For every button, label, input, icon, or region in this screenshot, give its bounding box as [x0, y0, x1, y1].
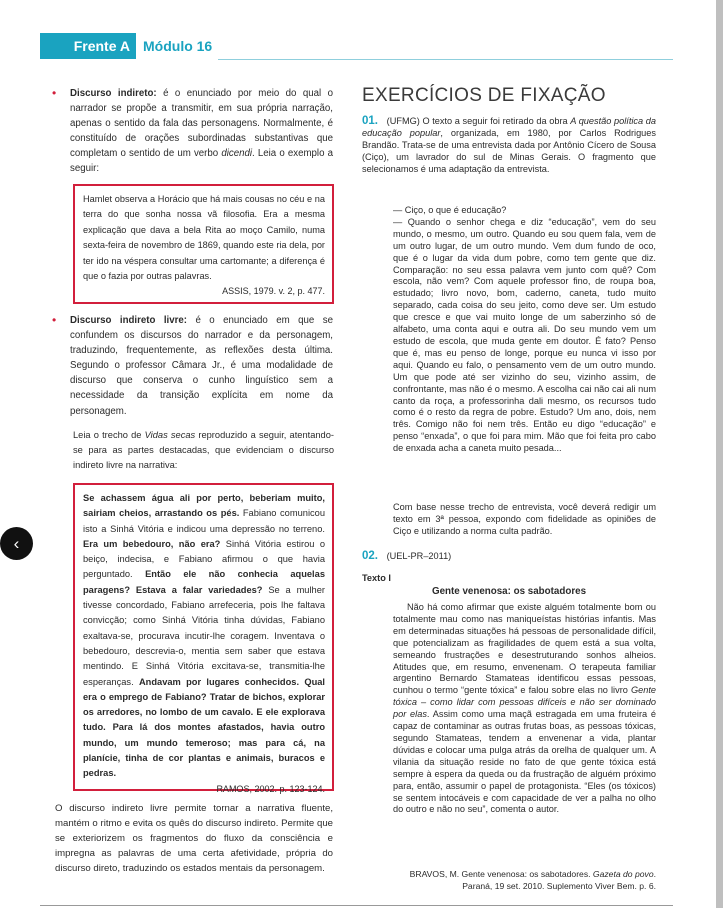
- highlighted-fragment: Se achassem água ali por perto, beberiam muito, sairiam cheios, arrastando os pés.: [83, 493, 325, 519]
- ref-italic: Gazeta do povo: [592, 869, 654, 879]
- quote-source: RAMOS, 2002. p. 123-124.: [216, 783, 325, 794]
- exercise-01-task: Com base nesse trecho de entrevista, você deverá redigir um texto em 3ª pessoa, expondo com fidelidade as opiniões de Ciço e utilizando a norma culta padrão.: [393, 502, 656, 536]
- body-text: (UFMG) O texto a seguir foi retirado da obra: [386, 116, 571, 126]
- body-text: reproduzido a seguir, atentando-se para as partes destacadas, que evidenciam o discurso indireto livre na narrativa:: [73, 430, 334, 471]
- exercise-02: [362, 551, 656, 563]
- closing-paragraph: O discurso indireto livre permite tornar a narrativa fluente, mantém o ritmo e evita os quês do discurso indireto. Permite que se exteriorizem os fragmentos do fluxo da consciência e impregna as palavras de uma certa afetividade, própria do discurso direto, traduzindo os estados mentais da personagem.: [55, 803, 333, 875]
- ref-text: Paraná, 19 set. 2010. Suplemento Viver Bem. p. 6.: [462, 880, 656, 891]
- texto-label: [362, 573, 656, 585]
- narrative-fragment: Fabiano comunicou isto a Sinhá Vitória e indicou uma depressão no terreno.: [83, 508, 325, 534]
- highlighted-fragment: Era um bebedouro, não era?: [83, 538, 221, 549]
- texto-body: [393, 602, 656, 816]
- ref-text: .: [653, 869, 656, 879]
- ref-text: BRAVOS, M. Gente venenosa: os sabotadores.: [409, 869, 593, 879]
- quote-box-assis: [73, 184, 334, 304]
- quote-text: [83, 491, 325, 782]
- body-text: é o enunciado por meio do qual o narrador se propõe a transmitir, em sua própria narração, apenas o sentido da fala das personagens. Normalmente, é constituído de orações subordinadas substantivas que completam o sentido de um verbo: [70, 88, 333, 160]
- footer-rule: [40, 905, 673, 906]
- module-header: [40, 33, 218, 59]
- italic-title: A questão política da educação popular: [362, 116, 657, 138]
- side-strip: [716, 0, 723, 908]
- quote-source: ASSIS, 1979. v. 2, p. 477.: [222, 286, 325, 297]
- bullet-dot: •: [52, 313, 57, 327]
- dialogue-line: — Ciço, o que é educação?: [393, 205, 507, 215]
- texto-label-text: Texto I: [362, 573, 391, 583]
- body-text: é o enunciado em que se confundem os discursos do narrador e da personagem, traduzindo, frequentemente, as reflexões desta última. Segundo o professor Câmara Jr., é uma modalidade de discurso que conserva o cunho linguístico sem a necessidade da transição explícita em nome da personagem.: [70, 315, 333, 417]
- term: Discurso indireto:: [70, 88, 157, 99]
- term: Discurso indireto livre:: [70, 315, 188, 326]
- italic-title: Gente tóxica – como lidar com pessoas difíceis e não ser dominado por elas: [393, 685, 656, 720]
- italic-term: dicendi: [221, 148, 253, 160]
- chevron-left-icon[interactable]: [0, 527, 33, 560]
- bullet-discurso-indireto-livre: [52, 313, 333, 419]
- body-text: Leia o trecho de: [73, 430, 145, 440]
- texto-title: Gente venenosa: os sabotadores: [431, 586, 587, 597]
- header-rule: [218, 59, 673, 60]
- narrative-fragment: Sinhá Vitória estirou o beiço, indecisa, e Fabiano afirmou o que havia perguntado.: [83, 538, 325, 580]
- back-glyph: ‹: [13, 533, 20, 553]
- quote-text: Hamlet observa a Horácio que há mais cousas no céu e na terra do que sonha nossa vã filosofia. Era a mesma explicação que dava a bela Rita ao moço Camilo, numa sexta-feira de novembro de 1869, quando este ria dela, por ter ido na véspera consultar uma cartomante; a diferença é que o fazia por outras palavras.: [83, 194, 325, 282]
- italic-title: Vidas secas: [144, 430, 196, 440]
- body-text: , organizada, em 1980, por Carlos Rodrigues Brandão. Trata-se de uma entrevista dada por Antônio Cícero de Sousa (Ciço), um lavrador do sul de Minas Gerais. O fragmento que selecionamos é uma adaptação da entrevista.: [362, 127, 656, 174]
- exercise-01: [362, 116, 656, 176]
- body-text: . Assim como uma maçã estragada em uma fruteira é capaz de contaminar as outras frutas boas, as pessoas tóxicas, segundo Stamateas, tendem a envenenar a vida, plantar dúvidas e colocar uma pulga atrás da orelha de qualquer um. A vilania da situação reside no fato de que gente tóxica está sempre à espera da queda ou da frustração de alguém próximo para, então, assumir o papel de protagonista. “Eles (os tóxicos) se sentem intocáveis e com capacidade de ver a palha no olho do outro e não no seu”, comenta o autor.: [393, 709, 656, 815]
- texto-reference: [393, 869, 656, 893]
- bullet-discurso-indireto: [52, 86, 333, 177]
- modulo-label: Módulo 16: [143, 38, 213, 54]
- dialogue-line: — Quando o senhor chega e diz “educação”, vem do seu mundo, o mesmo, um outro. Quando eu sou quem fala, vem de um outro lugar, de um outro mundo. Vem dum fundo de oco, que é o lugar da vida dum pobre, como tem gente que diz. Comparação: no seu essa palavra vem junto com quê? Com escola, não vem? Com aquele professor fino, de roupa boa, estudado; livro novo, bom, caderno, caneta, tudo muito separado, cada coisa do seu jeito, como deve ser. Um estudo que cresce e que vai muito longe de um saberzinho só de alfabeto, uma conta aqui e outra ali. Do seu mundo vem um estudo de escola, que muda gente em doutor. É fato? Penso que é, mas eu penso de longe, porque eu nunca vi isso por aqui. Quando eu falo, o pensamento vem de um outro mundo. Um que pode até ser vizinho do seu, vizinho assim, de confrontante, mas não é o mesmo. A escolha cai não cai ali num canto da roça, a professorinha dali mesmo, os recursos tudo como é o resto da regra de pobre. Estudo? Um ano, dois, nem três. Comigo não foi nem três. Então eu digo “educação” e penso “enxada”, o que foi para mim. Mão que foi feita pro cabo de enxada acha a caneta muito pesada...: [393, 216, 656, 454]
- intro-paragraph: [73, 428, 334, 473]
- exercise-number: 02.: [362, 550, 378, 562]
- body-text: Não há como afirmar que existe alguém totalmente bom ou totalmente mau como nas maniqueístas histórias infantis. Mas em determinadas situações há pessoas de personalidade difícil, que potencializam as fragilidades de quem está a sua volta, semeando frustrações e desestruturando sonhos alheios. Atitudes que, em resumo, envenenam. O terapeuta familiar argentino Bernardo Stamateas identificou essas pessoas, cunhou o termo “gente tóxica” e falou sobre elas no livro: [393, 602, 656, 696]
- interview-dialogue: [393, 205, 656, 455]
- narrative-fragment: Se a mulher tivesse concordado, Fabiano arrefeceria, pois lhe faltava convicção; como Sinhá Vitória tinha dúvidas, Fabiano exaltava-se, procurava incutir-lhe coragem. Inventava o bebedouro, descrevia-o, mentia sem saber que estava mentindo. E Sinhá Vitória excitava-se, transmitia-lhe esperanças.: [83, 584, 325, 687]
- exercise-source: (UEL-PR–2011): [386, 551, 452, 561]
- bullet-dot: •: [52, 86, 57, 100]
- body-text: . Leia o exemplo a seguir:: [70, 148, 333, 175]
- quote-box-vidas-secas: [73, 483, 334, 794]
- exercises-title: EXERCÍCIOS DE FIXAÇÃO: [362, 85, 606, 106]
- exercise-number: 01.: [362, 115, 378, 127]
- highlighted-fragment: Andavam por lugares conhecidos. Qual era o emprego de Fabiano? Tratar de bichos, explorar os arredores, no lombo de um cavalo. E ele explorava tudo. Para lá dos montes afastados, havia outro mundo, um mundo temeroso; mas para cá, na planície, tinha de cor plantas e animais, buracos e pedras.: [83, 676, 326, 779]
- highlighted-fragment: Então ele não conhecia aquelas paragens? Estava a falar variedades?: [83, 569, 325, 595]
- frente-label: Frente A: [40, 33, 136, 59]
